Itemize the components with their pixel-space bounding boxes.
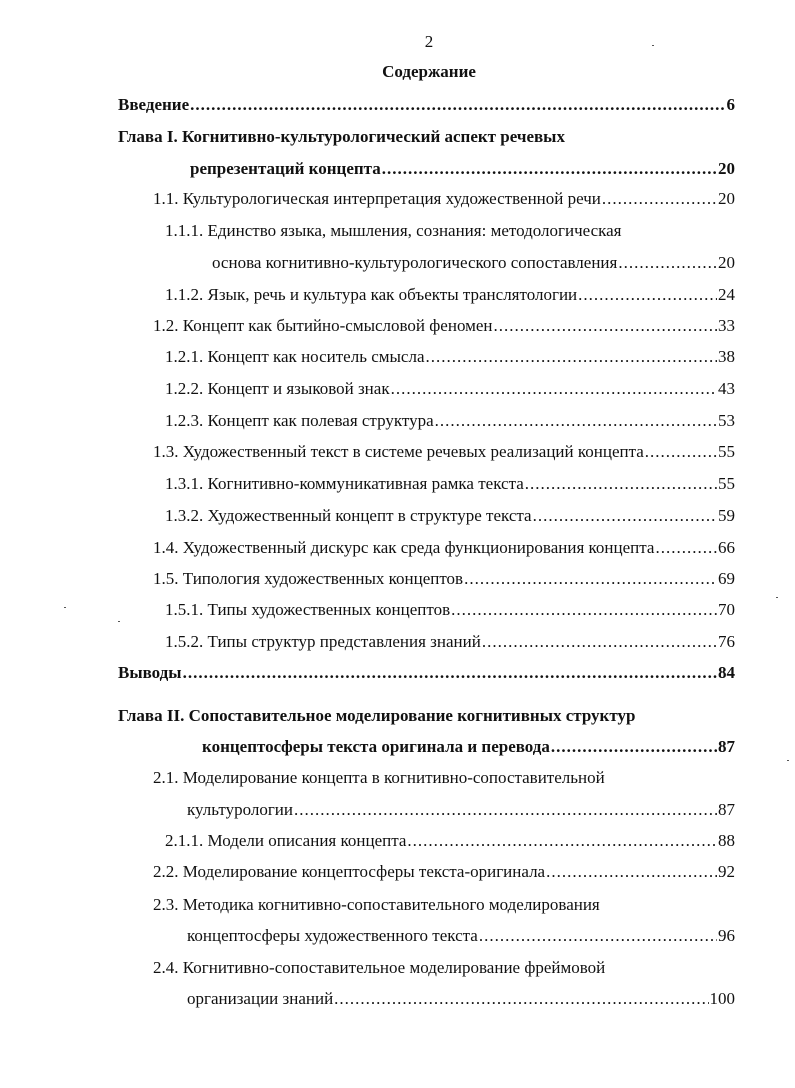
toc-entry-label: 2.1.1. Модели описания концепта: [165, 831, 407, 850]
scan-speck: [64, 607, 66, 608]
scan-speck: [118, 621, 120, 622]
toc-entry-1-3-1: [165, 473, 735, 495]
dot-leader: [551, 736, 717, 758]
toc-entry-label: концептосферы художественного текста: [187, 926, 478, 945]
toc-entry-1-5-2: [165, 631, 735, 653]
toc-entry-label: 1.5.1. Типы художественных концептов: [165, 600, 451, 619]
toc-entry-label: основа когнитивно-культурологического сопоставления: [212, 253, 618, 272]
dot-leader: [645, 441, 717, 463]
toc-entry-2-3: [187, 925, 735, 947]
toc-entry-1-5-1: [165, 599, 735, 621]
toc-entry-page: 20: [718, 159, 735, 178]
toc-title: Содержание: [382, 62, 476, 81]
dot-leader: [479, 925, 717, 947]
toc-entry-page: 59: [718, 506, 735, 525]
dot-leader: [451, 599, 717, 621]
toc-entry-1-2-3: [165, 410, 735, 432]
toc-entry-page: 70: [718, 600, 735, 619]
toc-chapter-1-line1: Глава I. Когнитивно-культурологический аспект речевых: [118, 127, 565, 146]
toc-entry-2-1: [187, 799, 735, 821]
dot-leader: [525, 473, 717, 495]
dot-leader: [655, 537, 717, 559]
toc-entry-page: 69: [718, 569, 735, 588]
toc-entry-1-4: [153, 537, 735, 559]
toc-entry-1-3-2: [165, 505, 735, 527]
toc-entry-page: 55: [718, 474, 735, 493]
toc-entry-chapter-2: [202, 736, 735, 758]
dot-leader: [183, 662, 717, 684]
toc-entry-page: 6: [726, 95, 735, 114]
toc-entry-2-4: [187, 988, 735, 1010]
toc-entry-page: 33: [718, 316, 735, 335]
dot-leader: [391, 378, 717, 400]
toc-entry-2-3-line1: 2.3. Методика когнитивно-сопоставительного моделирования: [153, 895, 600, 914]
toc-entry-label: 1.2.1. Концепт как носитель смысла: [165, 347, 425, 366]
toc-entry-page: 53: [718, 411, 735, 430]
toc-entry-label: 1.5.2. Типы структур представления знаний: [165, 632, 481, 651]
toc-entry-1-1-2: [165, 284, 735, 306]
page-number: 2: [424, 32, 434, 51]
toc-entry-intro: [118, 94, 735, 116]
dot-leader: [334, 988, 708, 1010]
toc-entry-page: 100: [709, 989, 735, 1008]
dot-leader: [426, 346, 718, 368]
toc-entry-2-1-1: [165, 830, 735, 852]
dot-leader: [294, 799, 717, 821]
toc-entry-1-1: [153, 188, 735, 210]
toc-entry-page: 55: [718, 442, 735, 461]
scan-speck: [787, 760, 789, 761]
toc-entry-page: 20: [718, 189, 735, 208]
toc-entry-2-1-line1: 2.1. Моделирование концепта в когнитивно-сопоставительной: [153, 768, 605, 787]
toc-entry-label: 1.3. Художественный текст в системе речевых реализаций концепта: [153, 442, 644, 461]
toc-entry-label: репрезентаций концепта: [190, 159, 381, 178]
toc-entry-page: 24: [718, 285, 735, 304]
toc-entry-page: 38: [718, 347, 735, 366]
toc-entry-page: 88: [718, 831, 735, 850]
toc-entry-1-2-1: [165, 346, 735, 368]
scan-speck: [652, 45, 654, 46]
toc-entry-page: 20: [718, 253, 735, 272]
toc-entry-page: 87: [718, 800, 735, 819]
toc-chapter-2-line1: Глава II. Сопоставительное моделирование когнитивных структур: [118, 706, 636, 725]
toc-entry-chapter-1: [190, 158, 735, 180]
toc-entry-label: культурологии: [187, 800, 293, 819]
toc-entry-page: 66: [718, 538, 735, 557]
toc-entry-label: организации знаний: [187, 989, 334, 1008]
dot-leader: [494, 315, 717, 337]
toc-entry-conclusions: [118, 662, 735, 684]
dot-leader: [533, 505, 717, 527]
toc-entry-page: 87: [718, 737, 735, 756]
toc-entry-label: 1.3.1. Когнитивно-коммуникативная рамка текста: [165, 474, 524, 493]
toc-entry-label: 1.2.2. Концепт и языковой знак: [165, 379, 390, 398]
dot-leader: [382, 158, 717, 180]
dot-leader: [407, 830, 717, 852]
toc-entry-2-4-line1: 2.4. Когнитивно-сопоставительное моделирование фреймовой: [153, 958, 606, 977]
toc-entry-label: 1.3.2. Художественный концепт в структуре текста: [165, 506, 532, 525]
toc-entry-label: 1.1.2. Язык, речь и культура как объекты транслятологии: [165, 285, 578, 304]
toc-entry-2-2: [153, 861, 735, 883]
dot-leader: [578, 284, 717, 306]
toc-entry-label: Выводы: [118, 663, 182, 682]
toc-entry-label: концептосферы текста оригинала и перевода: [202, 737, 550, 756]
toc-entry-1-1-1: [212, 252, 735, 274]
toc-entry-label: 2.2. Моделирование концептосферы текста-оригинала: [153, 862, 546, 881]
dot-leader: [618, 252, 717, 274]
dot-leader: [602, 188, 717, 210]
toc-entry-page: 84: [718, 663, 735, 682]
toc-entry-1-5: [153, 568, 735, 590]
toc-entry-1-1-1-line1: 1.1.1. Единство языка, мышления, сознания: методологическая: [165, 221, 622, 240]
toc-entry-label: 1.4. Художественный дискурс как среда функционирования концепта: [153, 538, 655, 557]
toc-entry-page: 96: [718, 926, 735, 945]
toc-entry-page: 92: [718, 862, 735, 881]
dot-leader: [482, 631, 717, 653]
scan-speck: [776, 597, 778, 598]
toc-entry-1-3: [153, 441, 735, 463]
toc-entry-page: 43: [718, 379, 735, 398]
toc-entry-label: 1.2. Концепт как бытийно-смысловой феномен: [153, 316, 493, 335]
toc-entry-label: 1.1. Культурологическая интерпретация художественной речи: [153, 189, 601, 208]
dot-leader: [435, 410, 717, 432]
dot-leader: [190, 94, 725, 116]
dot-leader: [546, 861, 717, 883]
toc-entry-label: 1.2.3. Концепт как полевая структура: [165, 411, 434, 430]
toc-entry-label: Введение: [118, 95, 190, 114]
toc-entry-1-2: [153, 315, 735, 337]
toc-entry-1-2-2: [165, 378, 735, 400]
dot-leader: [464, 568, 717, 590]
toc-entry-label: 1.5. Типология художественных концептов: [153, 569, 464, 588]
toc-entry-page: 76: [718, 632, 735, 651]
